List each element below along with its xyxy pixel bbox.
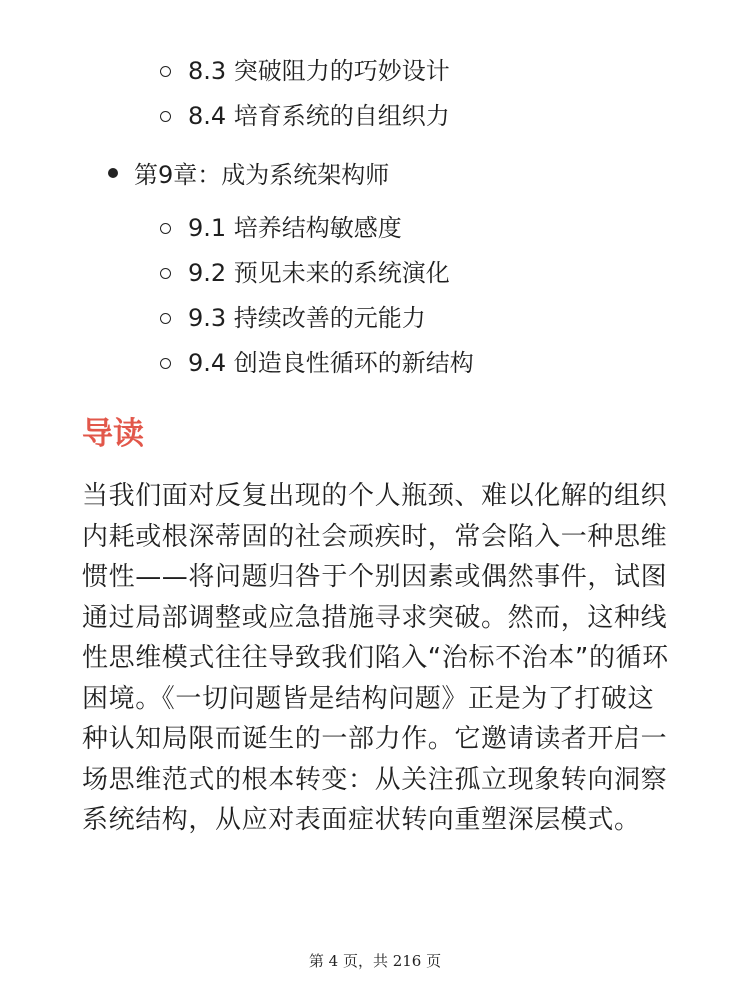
intro-paragraph: 当我们面对反复出现的个人瓶颈、难以化解的组织内耗或根深蒂固的社会顽疾时，常会陷入一种思维惯性——将问题归咎于个别因素或偶然事件，试图通过局部调整或应急措施寻求突破。然而，这种线性思维模式往往导致我们陷入“治标不治本”的循环困境。《一切问题皆是结构问题》正是为了打破这种认知局限而诞生的一部力作。它邀请读者开启一场思维范式的根本转变：从关注孤立现象转向洞察系统结构，从应对表面症状转向重塑深层模式。 xyxy=(82,481,669,835)
toc-item-label: 8.3 突破阻力的巧妙设计 xyxy=(188,57,450,85)
hollow-circle-bullet-icon xyxy=(160,223,171,234)
solid-circle-bullet-icon xyxy=(108,168,118,178)
toc-item-label: 8.4 培育系统的自组织力 xyxy=(188,102,450,130)
toc-item-label: 9.1 培养结构敏感度 xyxy=(188,214,402,242)
hollow-circle-bullet-icon xyxy=(160,268,171,279)
hollow-circle-bullet-icon xyxy=(160,66,171,77)
section-heading-intro: 导读 xyxy=(82,416,144,452)
hollow-circle-bullet-icon xyxy=(160,313,171,324)
hollow-circle-bullet-icon xyxy=(160,111,171,122)
toc-item-label: 9.4 创造良性循环的新结构 xyxy=(188,349,474,377)
toc-item-label: 9.3 持续改善的元能力 xyxy=(188,304,426,332)
toc-item-8-3 xyxy=(160,49,450,94)
page-indicator: 第 4 页，共 216 页 xyxy=(308,952,442,970)
toc-item-9-1 xyxy=(160,206,474,251)
chapter8-sublist xyxy=(160,49,450,139)
toc-item-9-3 xyxy=(160,296,474,341)
chapter9-sublist xyxy=(160,206,474,386)
toc-item-label: 9.2 预见未来的系统演化 xyxy=(188,259,450,287)
toc-chapter-label: 第9章：成为系统架构师 xyxy=(134,161,390,189)
toc-item-8-4 xyxy=(160,94,450,139)
toc-item-9-4 xyxy=(160,341,474,386)
toc-item-9-2 xyxy=(160,251,474,296)
toc-chapter-9 xyxy=(108,150,389,195)
hollow-circle-bullet-icon xyxy=(160,358,171,369)
